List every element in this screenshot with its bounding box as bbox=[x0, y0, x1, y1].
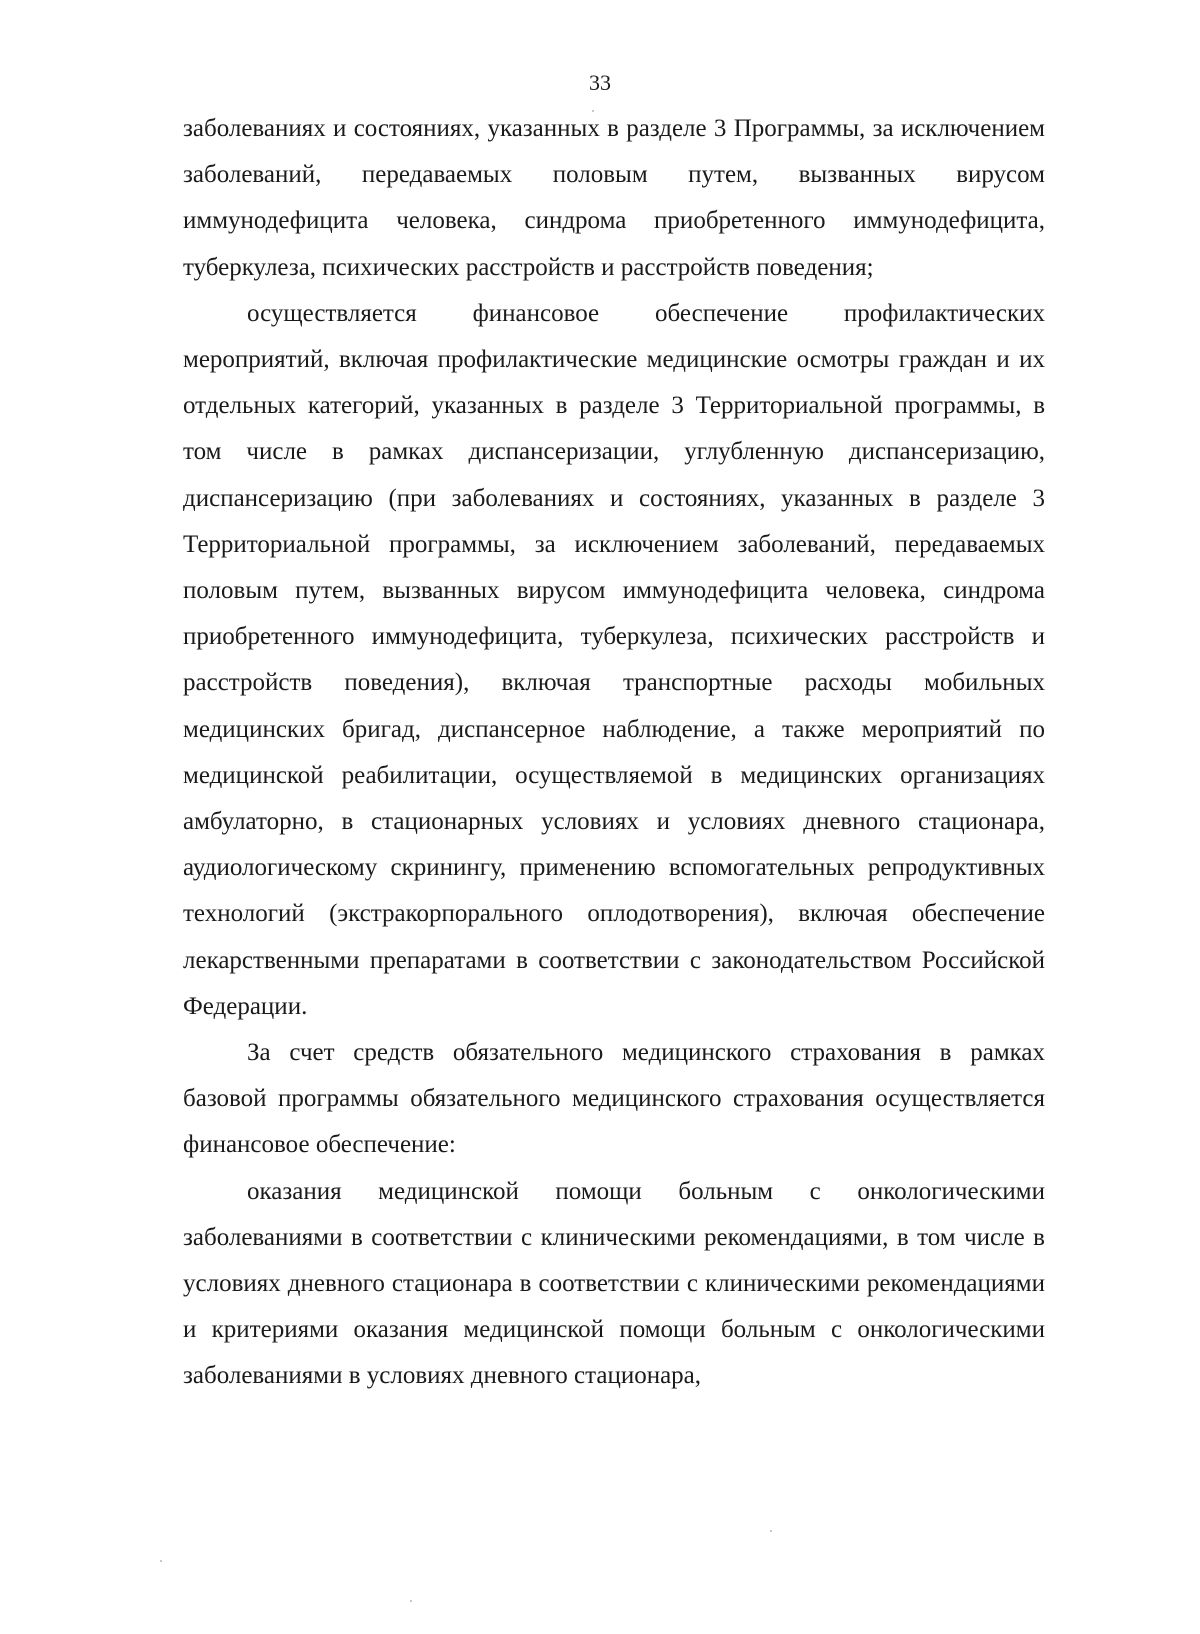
scan-speck bbox=[770, 1530, 772, 1532]
scan-speck bbox=[410, 1600, 412, 1602]
document-body bbox=[183, 106, 1045, 1400]
paragraph-oms-funding: За счет средств обязательного медицинского страхования в рамках базовой программы обязательного медицинского страхования осуществляется финансовое обеспечение: bbox=[183, 1039, 1045, 1159]
scan-speck bbox=[160, 1560, 162, 1562]
paragraph-continuation: заболеваниях и состояниях, указанных в разделе 3 Программы, за исключением заболеваний, передаваемых половым путем, вызванных вирусом иммунодефицита человека, синдрома приобретенного иммунодефицита, туберкулеза, психических расстройств и расстройств поведения; bbox=[183, 115, 1045, 281]
scan-speck bbox=[592, 110, 594, 112]
paragraph-oncology-care: оказания медицинской помощи больным с онкологическими заболеваниями в соответствии с клиническими рекомендациями, в том числе в условиях дневного стационара в соответствии с клиническими рекомендациями и критериями оказания медицинской помощи больным с онкологическими заболеваниями в условиях дневного стационара, bbox=[183, 1177, 1045, 1390]
page-number: 33 bbox=[589, 70, 611, 95]
paragraph-preventive-measures: осуществляется финансовое обеспечение профилактических мероприятий, включая профилактические медицинские осмотры граждан и их отдельных категорий, указанных в разделе 3 Территориальной программы, в том числе в рамках диспансеризации, углубленную диспансеризацию, диспансеризацию (при заболеваниях и состояниях, указанных в разделе 3 Территориальной программы, за исключением заболеваний, передаваемых половым путем, вызванных вирусом иммунодефицита человека, синдрома приобретенного иммунодефицита, туберкулеза, психических расстройств и расстройств поведения), включая транспортные расходы мобильных медицинских бригад, диспансерное наблюдение, а также мероприятий по медицинской реабилитации, осуществляемой в медицинских организациях амбулаторно, в стационарных условиях и условиях дневного стационара, аудиологическому скринингу, применению вспомогательных репродуктивных технологий (экстракорпорального оплодотворения), включая обеспечение лекарственными препаратами в соответствии с законодательством Российской Федерации. bbox=[183, 299, 1045, 1020]
